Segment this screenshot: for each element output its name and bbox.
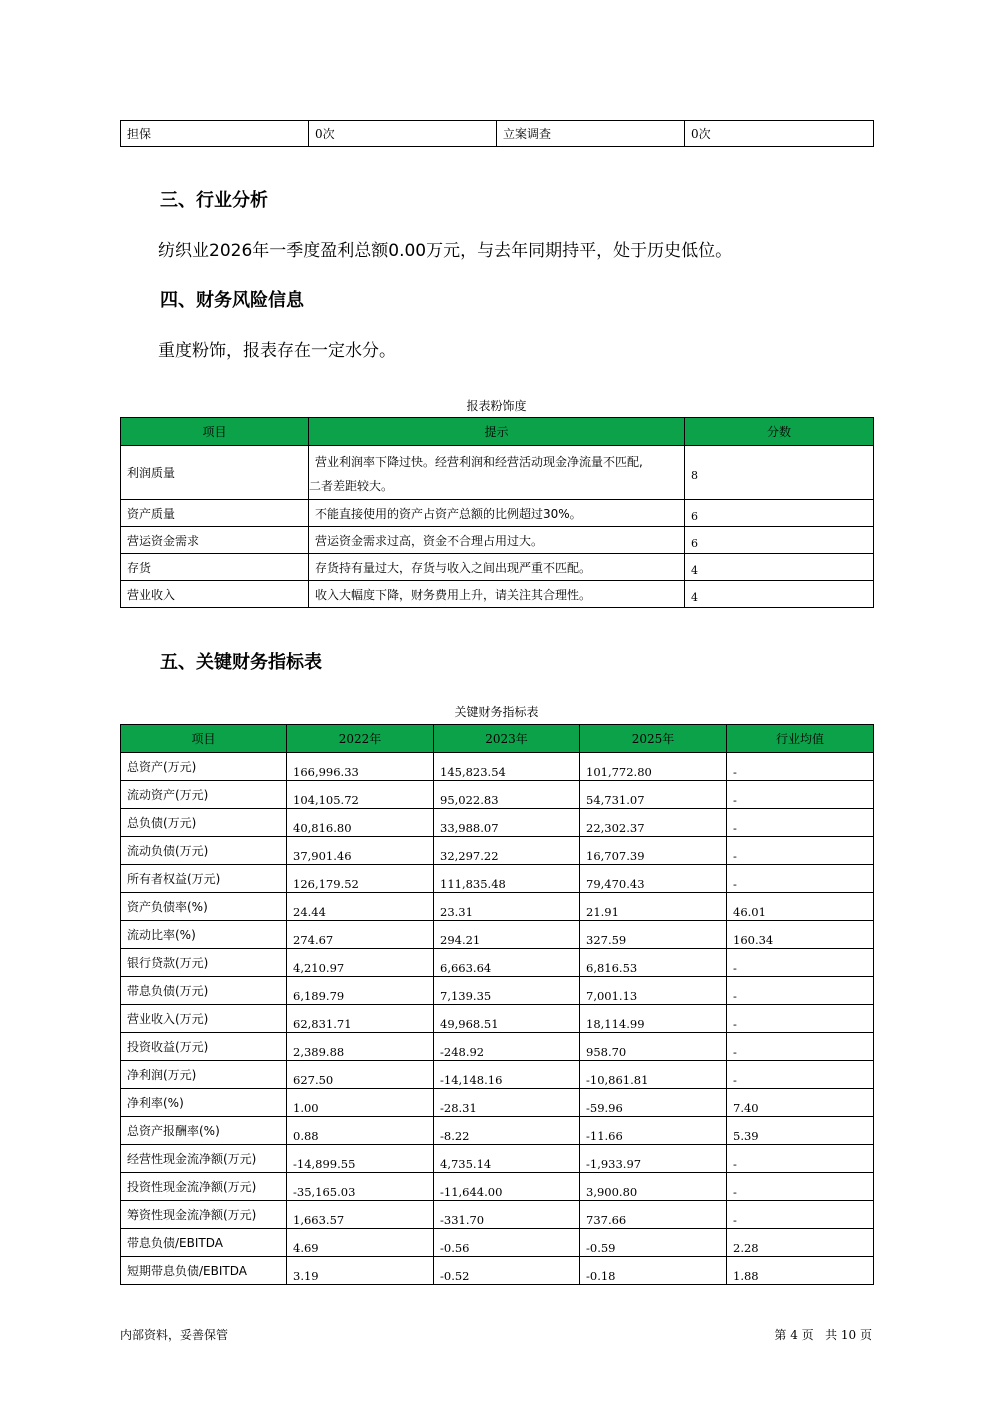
- indicator-value: -35,165.03: [287, 1173, 434, 1201]
- indicator-name: 流动比率(%): [121, 921, 287, 949]
- table-row: [121, 581, 874, 608]
- indicator-value: -59.96: [580, 1089, 727, 1117]
- indicator-value: -: [727, 837, 874, 865]
- risk-hint: [309, 446, 685, 500]
- indicator-value: 23.31: [434, 893, 580, 921]
- section-heading-risk: 四、财务风险信息: [160, 290, 304, 311]
- indicator-value: -: [727, 949, 874, 977]
- table-row: [121, 977, 874, 1005]
- indicator-value: 54,731.07: [580, 781, 727, 809]
- table-row: [121, 921, 874, 949]
- risk-item: 资产质量: [121, 500, 309, 527]
- indicator-value: 1.88: [727, 1257, 874, 1285]
- indicator-value: 6,816.53: [580, 949, 727, 977]
- indicator-value: 4.69: [287, 1229, 434, 1257]
- indicator-value: -28.31: [434, 1089, 580, 1117]
- indicator-name: 净利率(%): [121, 1089, 287, 1117]
- risk-item: 存货: [121, 554, 309, 581]
- indicator-value: -0.18: [580, 1257, 727, 1285]
- indicator-value: 101,772.80: [580, 753, 727, 781]
- section-heading-key-financials: 五、关键财务指标表: [160, 652, 322, 673]
- table-row: [121, 1229, 874, 1257]
- indicator-value: -0.59: [580, 1229, 727, 1257]
- indicator-value: -248.92: [434, 1033, 580, 1061]
- column-header: 项目: [121, 418, 309, 446]
- risk-score: 6: [685, 500, 874, 527]
- indicator-value: 18,114.99: [580, 1005, 727, 1033]
- table-row: [121, 527, 874, 554]
- risk-hint: 营运资金需求过高，资金不合理占用过大。: [309, 527, 685, 554]
- indicator-name: 流动资产(万元): [121, 781, 287, 809]
- indicator-value: -8.22: [434, 1117, 580, 1145]
- indicator-value: -: [727, 753, 874, 781]
- indicator-value: -0.52: [434, 1257, 580, 1285]
- table-row: [121, 781, 874, 809]
- indicator-value: 37,901.46: [287, 837, 434, 865]
- indicator-value: -1,933.97: [580, 1145, 727, 1173]
- column-header: 分数: [685, 418, 874, 446]
- risk-hint: 收入大幅度下降，财务费用上升，请关注其合理性。: [309, 581, 685, 608]
- risk-item: 利润质量: [121, 446, 309, 500]
- indicator-value: -: [727, 1005, 874, 1033]
- indicator-value: 7,139.35: [434, 977, 580, 1005]
- indicator-value: 2.28: [727, 1229, 874, 1257]
- table-row: [121, 554, 874, 581]
- table-row: [121, 1061, 874, 1089]
- financial-table-caption: 关键财务指标表: [454, 705, 539, 719]
- risk-hint-line: 二者差距较大。: [309, 478, 394, 493]
- indicator-name: 总资产(万元): [121, 753, 287, 781]
- risk-summary-text: 重度粉饰，报表存在一定水分。: [158, 341, 396, 361]
- indicator-value: 7,001.13: [580, 977, 727, 1005]
- table-row: [121, 1033, 874, 1061]
- indicator-value: 6,189.79: [287, 977, 434, 1005]
- indicator-name: 净利润(万元): [121, 1061, 287, 1089]
- indicator-name: 投资收益(万元): [121, 1033, 287, 1061]
- indicator-value: -11.66: [580, 1117, 727, 1145]
- table-row: [121, 865, 874, 893]
- indicator-value: -: [727, 1061, 874, 1089]
- indicator-value: 737.66: [580, 1201, 727, 1229]
- indicator-value: 126,179.52: [287, 865, 434, 893]
- indicator-value: 6,663.64: [434, 949, 580, 977]
- column-header: 2023年: [434, 725, 580, 753]
- table-header-row: [121, 418, 874, 446]
- indicator-value: 95,022.83: [434, 781, 580, 809]
- indicator-value: 4,735.14: [434, 1145, 580, 1173]
- indicator-value: 166,996.33: [287, 753, 434, 781]
- indicator-value: 2,389.88: [287, 1033, 434, 1061]
- indicator-value: 62,831.71: [287, 1005, 434, 1033]
- indicator-value: 33,988.07: [434, 809, 580, 837]
- column-header: 提示: [309, 418, 685, 446]
- table-row: [121, 837, 874, 865]
- table-row: [121, 949, 874, 977]
- table-row: [121, 1145, 874, 1173]
- table-row: [121, 446, 874, 500]
- indicator-value: 5.39: [727, 1117, 874, 1145]
- indicator-value: 40,816.80: [287, 809, 434, 837]
- indicator-value: 4,210.97: [287, 949, 434, 977]
- indicator-value: 7.40: [727, 1089, 874, 1117]
- table-row: [121, 1201, 874, 1229]
- guarantee-investigation-table: [120, 120, 874, 147]
- indicator-value: 16,707.39: [580, 837, 727, 865]
- column-header: 2025年: [580, 725, 727, 753]
- indicator-value: -14,899.55: [287, 1145, 434, 1173]
- table-header-row: [121, 725, 874, 753]
- table-row: [121, 500, 874, 527]
- indicator-value: 958.70: [580, 1033, 727, 1061]
- indicator-value: -10,861.81: [580, 1061, 727, 1089]
- risk-hint: 存货持有量过大，存货与收入之间出现严重不匹配。: [309, 554, 685, 581]
- indicator-value: 21.91: [580, 893, 727, 921]
- indicator-value: 46.01: [727, 893, 874, 921]
- indicator-value: 111,835.48: [434, 865, 580, 893]
- indicator-name: 带息负债(万元): [121, 977, 287, 1005]
- footer-page-number: 第 4 页 共 10 页: [774, 1328, 872, 1342]
- risk-score: 4: [685, 581, 874, 608]
- indicator-value: 79,470.43: [580, 865, 727, 893]
- risk-item: 营业收入: [121, 581, 309, 608]
- investigation-count: 0次: [685, 121, 874, 147]
- indicator-value: 327.59: [580, 921, 727, 949]
- indicator-value: -: [727, 1201, 874, 1229]
- industry-analysis-text: 纺织业2026年一季度盈利总额0.00万元，与去年同期持平，处于历史低位。: [158, 241, 733, 261]
- guarantee-count: 0次: [309, 121, 497, 147]
- table-row: [121, 1005, 874, 1033]
- indicator-name: 经营性现金流净额(万元): [121, 1145, 287, 1173]
- indicator-value: -: [727, 865, 874, 893]
- risk-table-caption: 报表粉饰度: [466, 399, 527, 413]
- indicator-name: 流动负债(万元): [121, 837, 287, 865]
- indicator-value: -: [727, 809, 874, 837]
- indicator-value: 104,105.72: [287, 781, 434, 809]
- column-header: 行业均值: [727, 725, 874, 753]
- table-row: [121, 1117, 874, 1145]
- indicator-value: -: [727, 781, 874, 809]
- table-row: [121, 1173, 874, 1201]
- table-row: [121, 121, 874, 147]
- indicator-name: 银行贷款(万元): [121, 949, 287, 977]
- indicator-name: 筹资性现金流净额(万元): [121, 1201, 287, 1229]
- indicator-name: 所有者权益(万元): [121, 865, 287, 893]
- column-header: 项目: [121, 725, 287, 753]
- indicator-name: 短期带息负债/EBITDA: [121, 1257, 287, 1285]
- indicator-name: 总资产报酬率(%): [121, 1117, 287, 1145]
- footer-confidential-note: 内部资料，妥善保管: [120, 1328, 229, 1342]
- indicator-value: -: [727, 977, 874, 1005]
- risk-item: 营运资金需求: [121, 527, 309, 554]
- indicator-value: 1.00: [287, 1089, 434, 1117]
- investigation-label: 立案调查: [497, 121, 685, 147]
- indicator-value: 22,302.37: [580, 809, 727, 837]
- risk-score: 8: [685, 446, 874, 500]
- indicator-name: 总负债(万元): [121, 809, 287, 837]
- column-header: 2022年: [287, 725, 434, 753]
- risk-hint: 不能直接使用的资产占资产总额的比例超过30%。: [309, 500, 685, 527]
- section-heading-industry: 三、行业分析: [160, 190, 268, 211]
- indicator-value: -: [727, 1033, 874, 1061]
- risk-score: 4: [685, 554, 874, 581]
- indicator-value: -14,148.16: [434, 1061, 580, 1089]
- indicator-value: -: [727, 1145, 874, 1173]
- indicator-value: 32,297.22: [434, 837, 580, 865]
- report-whitewash-table: [120, 417, 874, 608]
- indicator-value: -331.70: [434, 1201, 580, 1229]
- indicator-name: 投资性现金流净额(万元): [121, 1173, 287, 1201]
- indicator-name: 带息负债/EBITDA: [121, 1229, 287, 1257]
- indicator-value: 49,968.51: [434, 1005, 580, 1033]
- financial-table-body: [121, 753, 874, 1285]
- risk-score: 6: [685, 527, 874, 554]
- indicator-value: 0.88: [287, 1117, 434, 1145]
- indicator-name: 营业收入(万元): [121, 1005, 287, 1033]
- indicator-name: 资产负债率(%): [121, 893, 287, 921]
- table-row: [121, 809, 874, 837]
- indicator-value: 294.21: [434, 921, 580, 949]
- table-row: [121, 1089, 874, 1117]
- indicator-value: 1,663.57: [287, 1201, 434, 1229]
- indicator-value: 3,900.80: [580, 1173, 727, 1201]
- risk-hint-line: 营业利润率下降过快。经营利润和经营活动现金净流量不匹配,: [315, 454, 643, 469]
- table-row: [121, 753, 874, 781]
- key-financial-indicators-table: [120, 724, 874, 1285]
- indicator-value: 274.67: [287, 921, 434, 949]
- table-row: [121, 1257, 874, 1285]
- indicator-value: 145,823.54: [434, 753, 580, 781]
- indicator-value: 627.50: [287, 1061, 434, 1089]
- indicator-value: 24.44: [287, 893, 434, 921]
- indicator-value: 160.34: [727, 921, 874, 949]
- indicator-value: -: [727, 1173, 874, 1201]
- guarantee-label: 担保: [121, 121, 309, 147]
- table-row: [121, 893, 874, 921]
- indicator-value: 3.19: [287, 1257, 434, 1285]
- indicator-value: -11,644.00: [434, 1173, 580, 1201]
- indicator-value: -0.56: [434, 1229, 580, 1257]
